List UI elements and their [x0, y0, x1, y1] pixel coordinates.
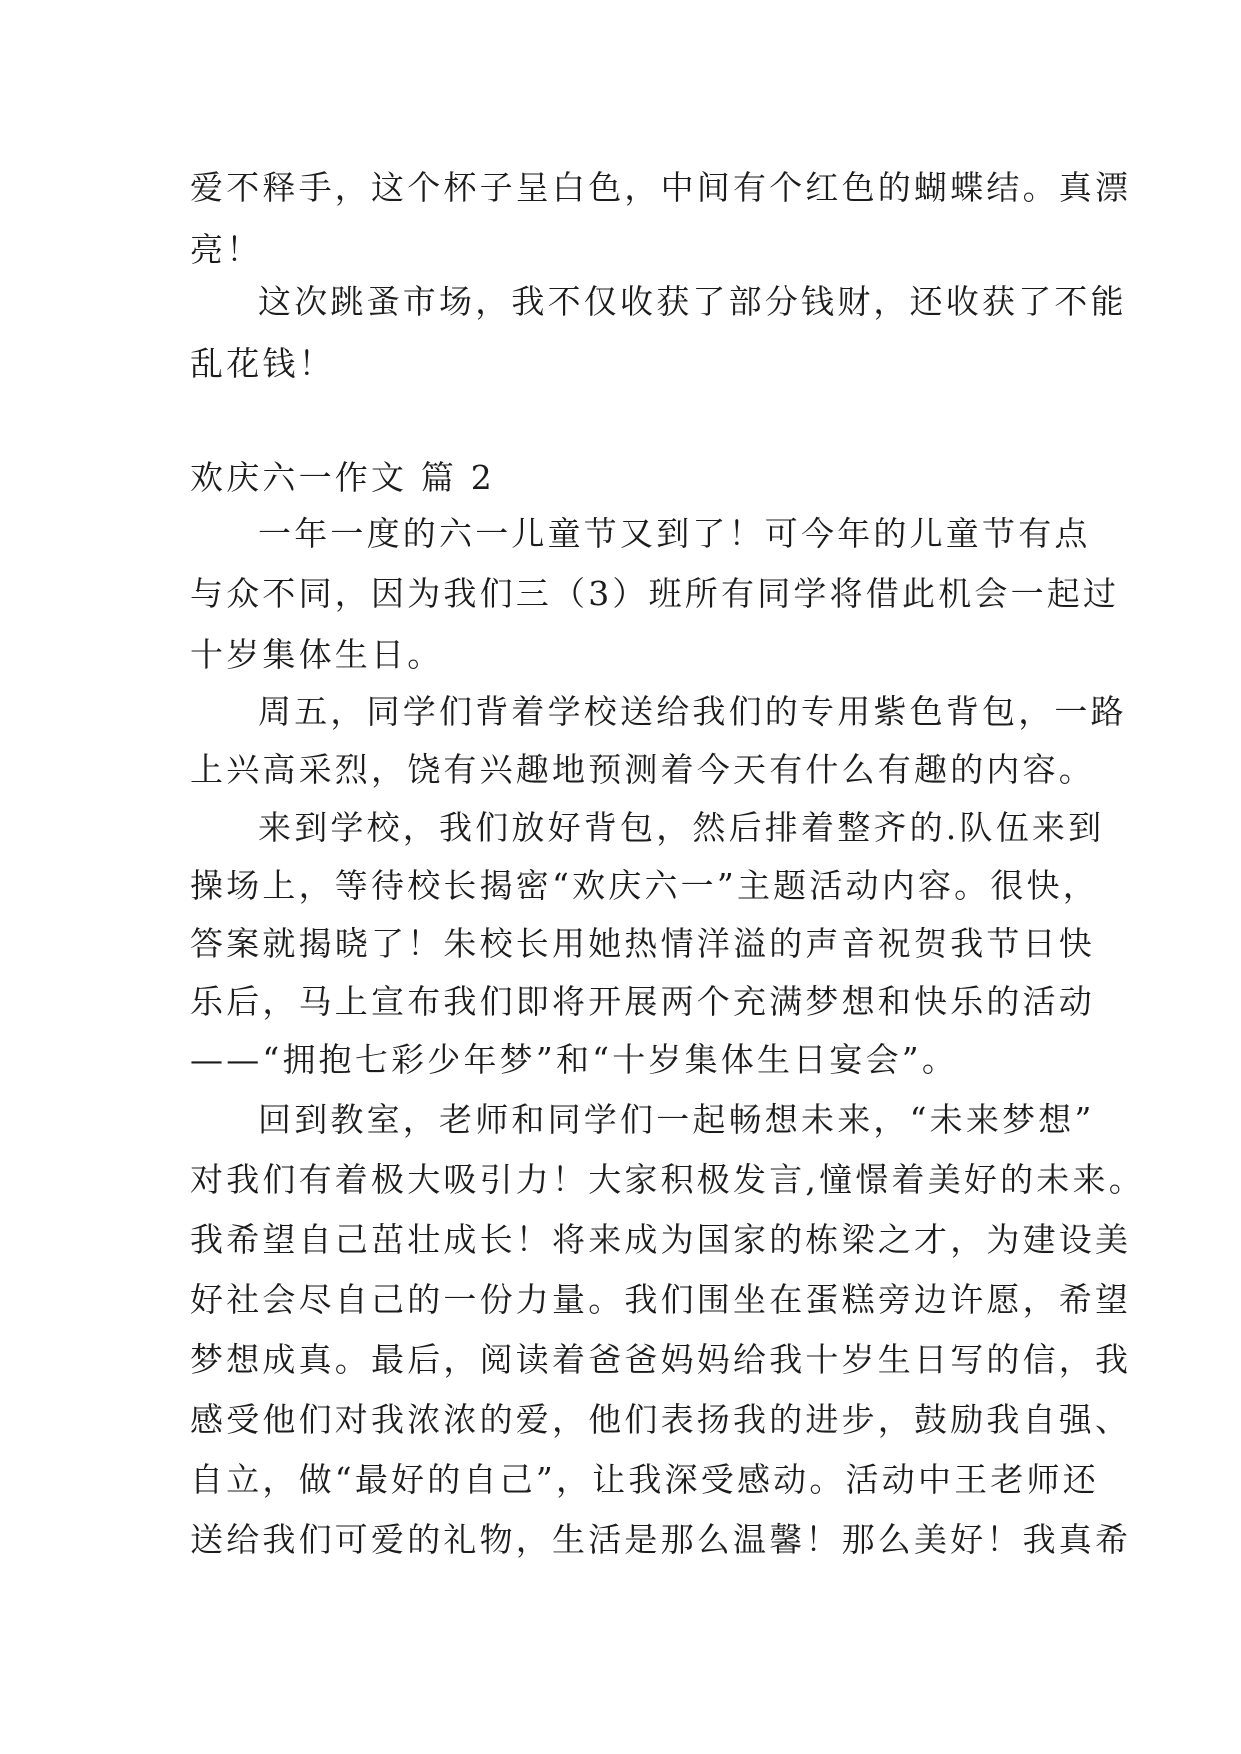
- text-line: 与众不同，因为我们三（3）班所有同学将借此机会一起过: [190, 574, 1120, 613]
- text-line: 十岁集体生日。: [190, 635, 444, 674]
- text-line: 操场上，等待校长揭密“欢庆六一”主题活动内容。很快，: [190, 866, 1099, 905]
- paragraph-start-line: 来到学校，我们放好背包，然后排着整齐的.队伍来到: [258, 808, 1105, 847]
- paragraph-start-line: 回到教室，老师和同学们一起畅想未来，“未来梦想”: [258, 1100, 1095, 1139]
- paragraph-start-line: 周五，同学们背着学校送给我们的专用紫色背包，一路: [258, 692, 1127, 731]
- text-line: 我希望自己茁壮成长！将来成为国家的栋梁之才，为建设美: [190, 1220, 1132, 1259]
- text-line: 送给我们可爱的礼物，生活是那么温馨！那么美好！我真希: [190, 1520, 1132, 1559]
- text-line: 感受他们对我浓浓的爱，他们表扬我的进步，鼓励我自强、: [190, 1400, 1132, 1439]
- text-line: 亮！: [190, 230, 263, 269]
- text-line: 自立，做“最好的自己”，让我深受感动。活动中王老师还: [190, 1460, 1099, 1499]
- paragraph-start-line: 这次跳蚤市场，我不仅收获了部分钱财，还收获了不能: [258, 282, 1127, 321]
- text-line: 乐后，马上宣布我们即将开展两个充满梦想和快乐的活动: [190, 982, 1095, 1021]
- text-line: 答案就揭晓了！朱校长用她热情洋溢的声音祝贺我节日快: [190, 924, 1095, 963]
- text-line: 对我们有着极大吸引力！大家积极发言,憧憬着美好的未来。: [190, 1160, 1145, 1199]
- text-line: 上兴高采烈，饶有兴趣地预测着今天有什么有趣的内容。: [190, 750, 1095, 789]
- section-heading: 欢庆六一作文 篇 2: [190, 458, 495, 497]
- text-line: 爱不释手，这个杯子呈白色，中间有个红色的蝴蝶结。真漂: [190, 168, 1132, 207]
- text-line: ——“拥抱七彩少年梦”和“十岁集体生日宴会”。: [190, 1040, 959, 1079]
- text-line: 乱花钱！: [190, 344, 335, 383]
- paragraph-start-line: 一年一度的六一儿童节又到了！可今年的儿童节有点: [258, 514, 1091, 553]
- text-line: 好社会尽自己的一份力量。我们围坐在蛋糕旁边许愿，希望: [190, 1280, 1132, 1319]
- text-line: 梦想成真。最后，阅读着爸爸妈妈给我十岁生日写的信，我: [190, 1340, 1132, 1379]
